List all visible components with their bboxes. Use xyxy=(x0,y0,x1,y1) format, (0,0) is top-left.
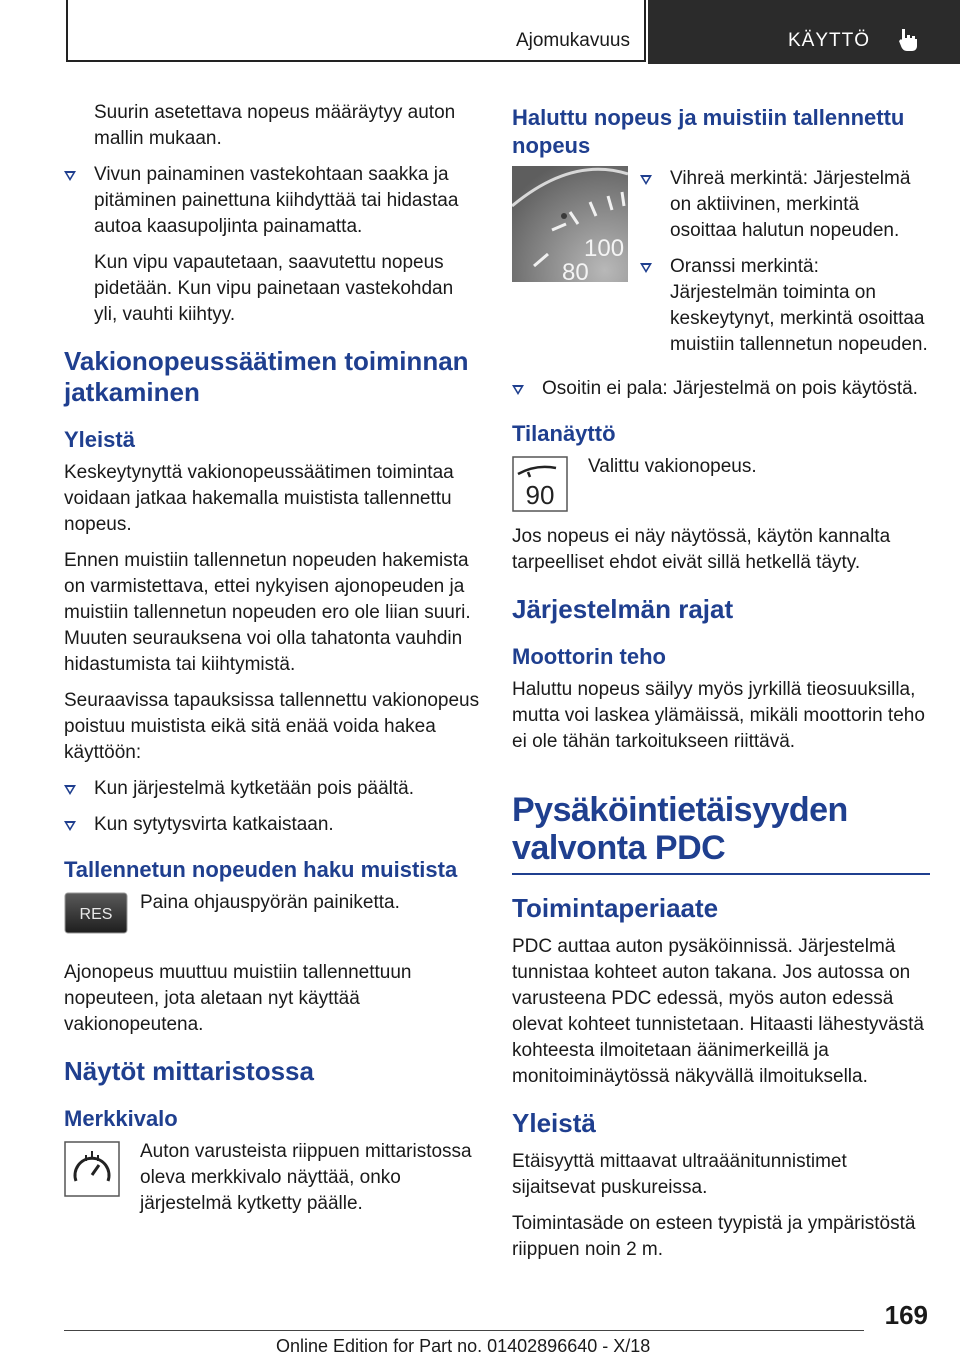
paragraph: Kun vipu vapautetaan, saavutettu nopeus pidetään. Kun vipu painetaan vastekohdan yli, vauhti kiihtyy. xyxy=(94,252,454,325)
list-item: Oranssi merkintä: Järjestelmän toiminta on keskeytynyt, merkintä osoittaa muistiin tallennetun nopeuden. xyxy=(640,254,930,358)
list-item: Kun järjestelmä kytketään pois päältä. xyxy=(64,776,480,802)
paragraph: Haluttu nopeus säilyy myös jyrkillä tieosuuksilla, mutta voi laskea ylämäissä, mikäli moottorin teho ei ole tähän tarkoitukseen riittävä. xyxy=(512,679,925,752)
list-item: Vihreä merkintä: Järjestelmä on aktiivinen, merkintä osoittaa halutun nopeuden. xyxy=(640,166,930,244)
triangle-bullet-icon xyxy=(640,175,652,185)
chapter-title: KÄYTTÖ xyxy=(788,30,871,51)
triangle-bullet-icon xyxy=(64,821,76,831)
triangle-bullet-icon xyxy=(64,785,76,795)
heading-pdc: Pysäköintietäisyyden valvonta PDC xyxy=(512,791,848,867)
list-item: Vivun painaminen vastekohtaan saakka ja pitäminen painettuna kiihdyttää tai hidastaa autoa kaasupoljinta painamatta. xyxy=(64,162,480,240)
status-row xyxy=(512,454,930,510)
res-button-row xyxy=(64,890,480,946)
triangle-bullet-icon xyxy=(640,263,652,273)
hand-pointer-icon xyxy=(896,26,922,52)
svg-text:80: 80 xyxy=(562,259,589,282)
paragraph: Suurin asetettava nopeus määräytyy auton mallin mukaan. xyxy=(94,102,456,149)
speedometer-section xyxy=(512,166,930,376)
svg-text:90: 90 xyxy=(525,480,555,510)
paragraph: PDC auttaa auton pysäköinnissä. Järjestelmä tunnistaa kohteet auton takana. Jos autossa on varusteena PDC edessä, myös auton edessä olevat kohteet tunnistetaan. Hitaasti lähestyvästä kohteesta ilmoitetaan äänimerkeillä ja monitoiminäytössä näkyvällä ilmoituksella. xyxy=(512,936,924,1087)
paragraph: Etäisyyttä mittaavat ultraäänitunnistimet sijaitsevat puskureissa. xyxy=(512,1151,847,1198)
left-column xyxy=(64,100,480,1231)
heading-continue: Vakionopeussäätimen toiminnan jatkaminen xyxy=(64,346,469,407)
section-title: Ajomukavuus xyxy=(515,30,630,51)
chapter-tab xyxy=(648,0,960,64)
heading-displays: Näytöt mittaristossa xyxy=(64,1056,314,1086)
page-header xyxy=(66,0,960,64)
page-number: 169 xyxy=(884,1300,928,1330)
paragraph: Ennen muistiin tallennetun nopeuden hakemista on varmistettava, ettei nykyisen ajonopeuden ja muistiin tallennetun nopeuden ero ole liian suuri. Muuten seurauksena voi olla tahatonta vauhdin hidastumista tai kiihtymistä. xyxy=(64,550,471,675)
paragraph: Keskeytynyttä vakionopeussäätimen toimintaa voidaan jatkaa hakemalla muistista tallennettu nopeus. xyxy=(64,462,454,535)
res-button-icon xyxy=(64,892,128,934)
paragraph: Ajonopeus muuttuu muistiin tallennettuun nopeuteen, jota aletaan nyt käyttää vakionopeutena. xyxy=(64,962,412,1035)
paragraph: Seuraavissa tapauksissa tallennettu vakionopeus poistuu muistista eikä sitä enää voida hakea käyttöön: xyxy=(64,690,480,763)
status-text: Valittu vakionopeus. xyxy=(588,456,757,477)
speedometer-image xyxy=(512,166,628,282)
paragraph: Toimintasäde on esteen tyypistä ja ympäristöstä riippuen noin 2 m. xyxy=(512,1213,916,1260)
indicator-text: Auton varusteista riippuen mittaristossa oleva merkkivalo näyttää, onko järjestelmä kytketty päälle. xyxy=(140,1141,472,1214)
heading-principle: Toimintaperiaate xyxy=(512,893,719,923)
section-tab xyxy=(66,0,646,62)
list-item: Osoitin ei pala: Järjestelmä on pois käytöstä. xyxy=(512,376,930,402)
status-display-icon xyxy=(512,456,568,512)
edition-text: Online Edition for Part no. 01402896640 - X/18 xyxy=(276,1336,651,1356)
heading-desired-speed: Haluttu nopeus ja muistiin tallennettu nopeus xyxy=(512,105,905,158)
triangle-bullet-icon xyxy=(64,171,76,181)
indicator-row xyxy=(64,1139,480,1217)
heading-status: Tilanäyttö xyxy=(512,421,616,446)
footer-rule xyxy=(64,1330,864,1331)
cruise-indicator-icon xyxy=(64,1141,120,1197)
heading-indicator: Merkkivalo xyxy=(64,1106,178,1131)
speedometer-legend xyxy=(640,166,930,358)
heading-general: Yleistä xyxy=(64,427,135,452)
list-item: Kun sytytysvirta katkaistaan. xyxy=(64,812,480,838)
svg-text:100: 100 xyxy=(584,235,625,262)
right-column xyxy=(512,100,930,1273)
heading-recall: Tallennetun nopeuden haku muistista xyxy=(64,857,458,882)
heading-power: Moottorin teho xyxy=(512,644,666,669)
svg-text:RES: RES xyxy=(79,906,113,923)
paragraph: Jos nopeus ei näy näytössä, käytön kannalta tarpeelliset ehdot eivät sillä hetkellä täyty. xyxy=(512,526,891,573)
triangle-bullet-icon xyxy=(512,385,524,395)
heading-rule xyxy=(512,873,930,875)
heading-general-pdc: Yleistä xyxy=(512,1108,596,1138)
heading-limits: Järjestelmän rajat xyxy=(512,594,734,624)
res-text: Paina ohjauspyörän painiketta. xyxy=(140,892,400,913)
